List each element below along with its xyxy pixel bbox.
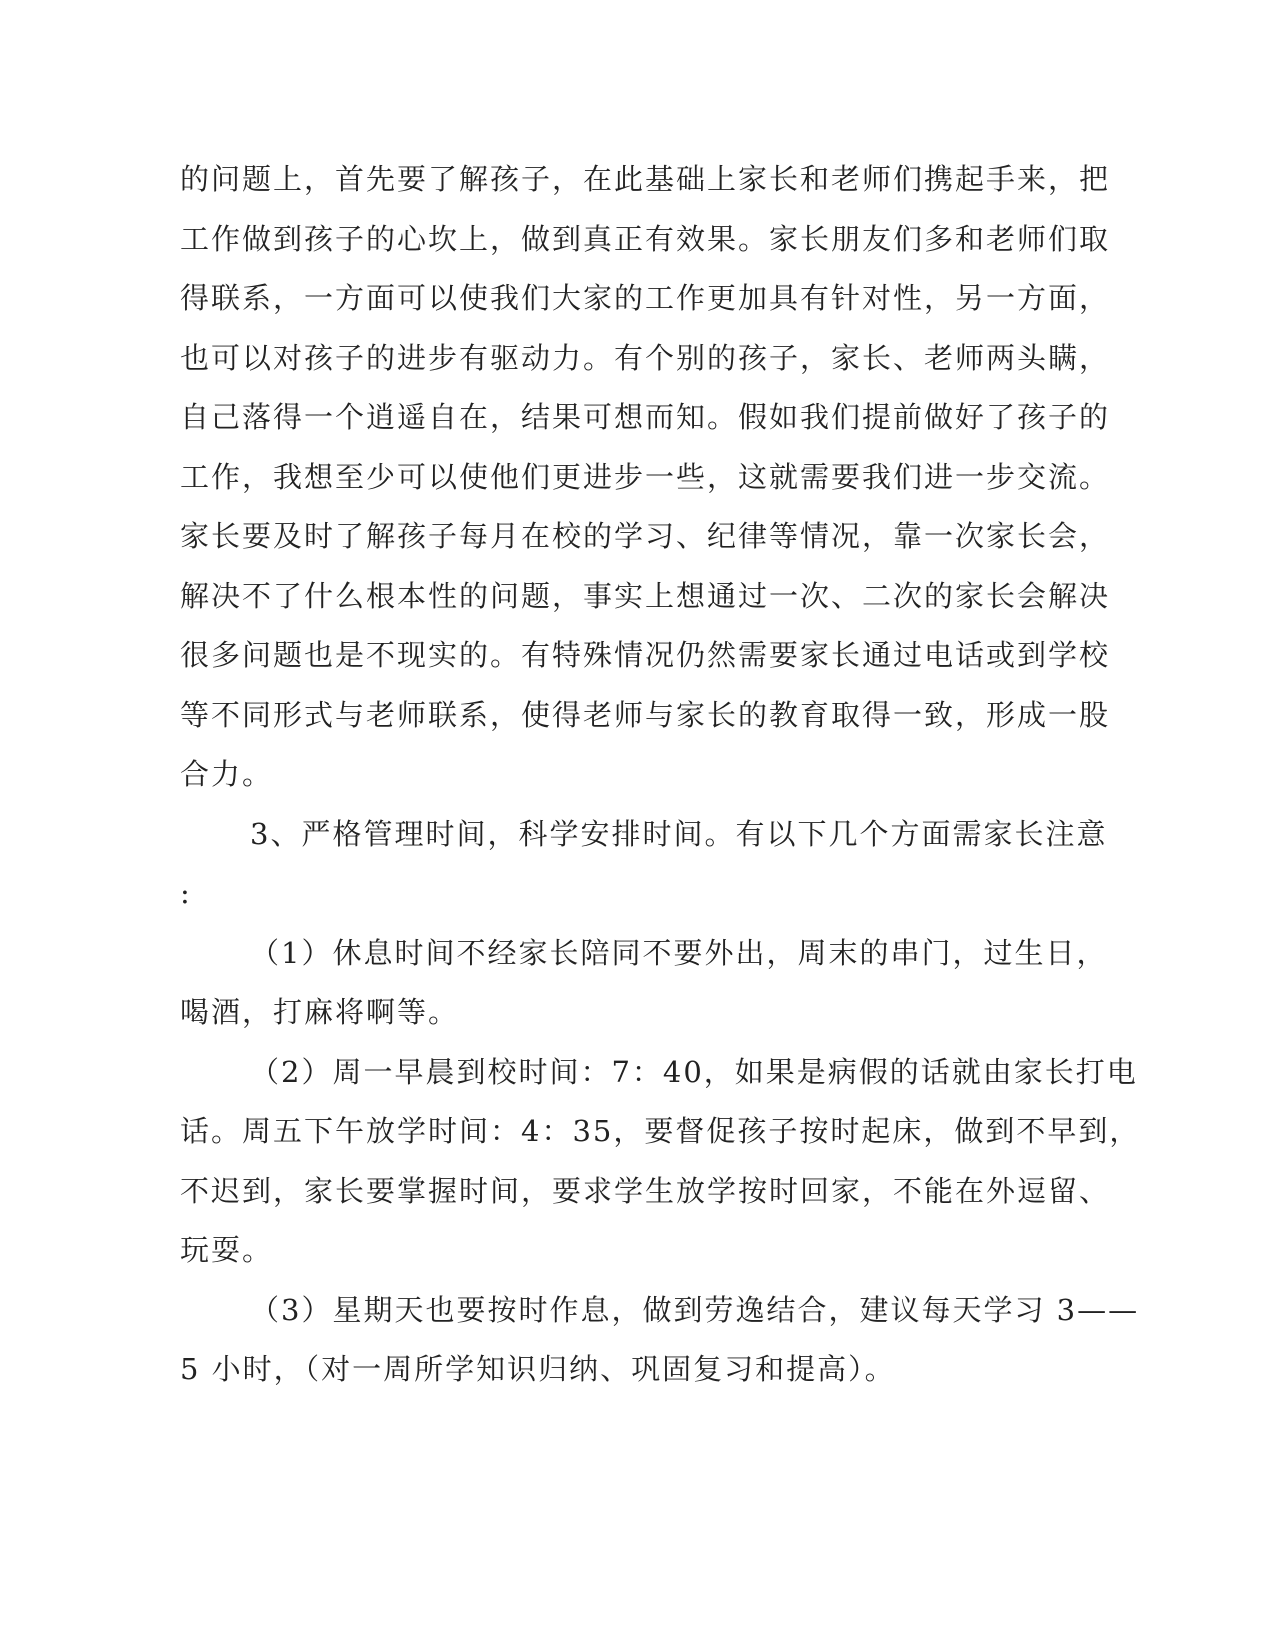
text-line: （3）星期天也要按时作息，做到劳逸结合，建议每天学习 3——: [250, 1292, 1140, 1327]
text-line: 不迟到，家长要掌握时间，要求学生放学按时回家，不能在外逗留、: [180, 1173, 1111, 1208]
text-line: 解决不了什么根本性的问题，事实上想通过一次、二次的家长会解决: [180, 578, 1111, 613]
text-line: 工作做到孩子的心坎上，做到真正有效果。家长朋友们多和老师们取: [180, 221, 1111, 256]
text-line: （2）周一早晨到校时间：7：40，如果是病假的话就由家长打电: [250, 1054, 1138, 1089]
text-line: 很多问题也是不现实的。有特殊情况仍然需要家长通过电话或到学校: [180, 638, 1111, 672]
text-line: （1）休息时间不经家长陪同不要外出，周末的串门，过生日，: [250, 935, 1108, 970]
text-line: 话。周五下午放学时间：4：35，要督促孩子按时起床，做到不早到，: [180, 1114, 1141, 1148]
text-line: 工作，我想至少可以使他们更进步一些，这就需要我们进一步交流。: [180, 459, 1111, 494]
text-line: 3、严格管理时间，科学安排时间。有以下几个方面需家长注意: [250, 816, 1108, 851]
text-line: 喝酒，打麻将啊等。: [180, 995, 460, 1029]
document-body: [180, 150, 1141, 1400]
paragraph: [180, 150, 1111, 805]
text-line: 等不同形式与老师联系，使得老师与家长的教育取得一致，形成一股: [180, 697, 1111, 732]
text-line: 的问题上，首先要了解孩子，在此基础上家长和老师们携起手来，把: [180, 162, 1111, 196]
paragraph: [180, 1281, 1140, 1400]
text-line: 得联系，一方面可以使我们大家的工作更加具有针对性，另一方面，: [180, 281, 1111, 315]
text-line: 也可以对孩子的进步有驱动力。有个别的孩子，家长、老师两头瞒，: [180, 340, 1111, 375]
text-line: 家长要及时了解孩子每月在校的学习、纪律等情况，靠一次家长会，: [180, 519, 1111, 553]
text-line: 5 小时，（对一周所学知识归纳、巩固复习和提高）。: [180, 1352, 896, 1386]
paragraph: [180, 924, 1108, 1043]
paragraph: [180, 805, 1108, 924]
text-line: :: [180, 876, 192, 910]
paragraph: [180, 1043, 1141, 1281]
text-line: 自己落得一个逍遥自在，结果可想而知。假如我们提前做好了孩子的: [180, 400, 1111, 434]
text-line: 玩耍。: [180, 1233, 274, 1267]
text-line: 合力。: [180, 757, 274, 791]
